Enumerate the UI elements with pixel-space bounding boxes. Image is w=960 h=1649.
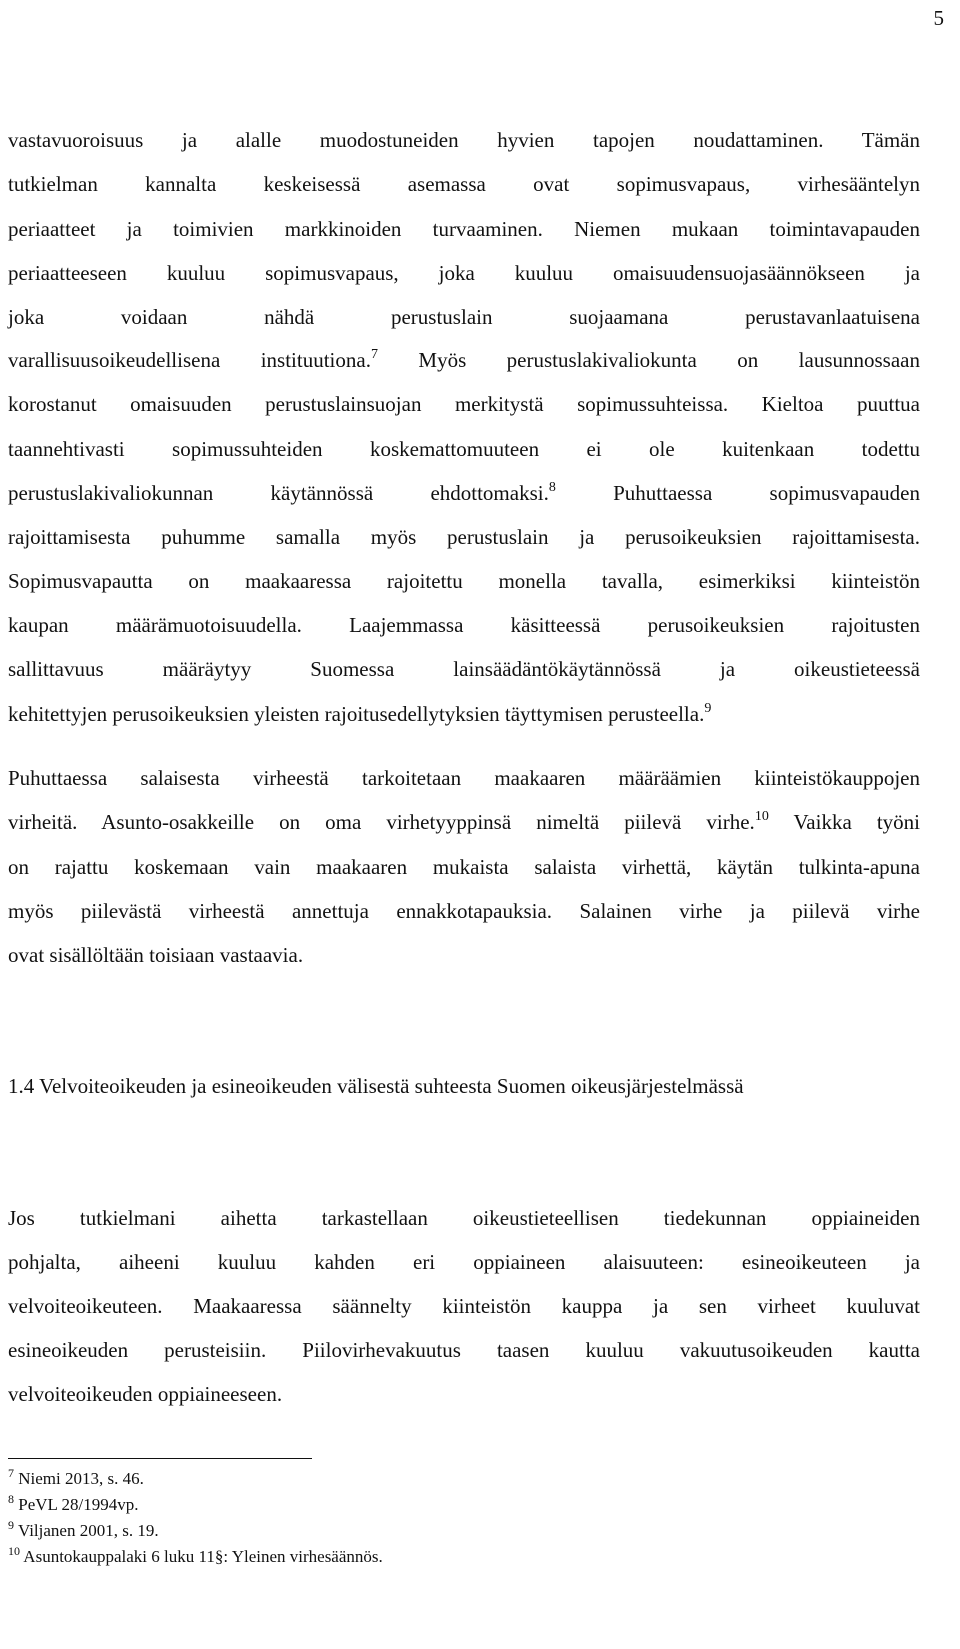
body-line: on rajattu koskemaan vain maakaaren mukaista salaista virhettä, käytän tulkinta-apuna	[8, 855, 920, 879]
body-line: Jos tutkielmani aihetta tarkastellaan oikeustieteellisen tiedekunnan oppiaineiden	[8, 1206, 920, 1230]
body-text: kehitettyjen perusoikeuksien yleisten rajoitusedellytyksien täyttymisen perusteella.	[8, 702, 705, 726]
body-line	[8, 478, 920, 508]
body-line: pohjalta, aiheeni kuuluu kahden eri oppiaineen alaisuuteen: esineoikeuteen ja	[8, 1250, 920, 1274]
footnote-number: 8	[8, 1492, 14, 1506]
footnote-ref: 8	[548, 480, 556, 495]
footnote-text: Viljanen 2001, s. 19.	[14, 1521, 159, 1540]
body-text: Vaikka työni	[768, 810, 920, 834]
footnote-number: 9	[8, 1518, 14, 1532]
body-line: esineoikeuden perusteisiin. Piilovirhevakuutus taasen kuuluu vakuutusoikeuden kautta	[8, 1338, 920, 1362]
body-line	[8, 345, 920, 375]
body-line: sallittavuus määräytyy Suomessa lainsäädäntökäytännössä ja oikeustieteessä	[8, 657, 920, 681]
footnote-text: Niemi 2013, s. 46.	[14, 1469, 144, 1488]
body-line: tutkielman kannalta keskeisessä asemassa ovat sopimusvapaus, virhesääntelyn	[8, 172, 920, 196]
body-line: velvoiteoikeuteen. Maakaaressa säännelty kiinteistön kauppa ja sen virheet kuuluvat	[8, 1294, 920, 1318]
body-line: periaatteet ja toimivien markkinoiden turvaaminen. Niemen mukaan toimintavapauden	[8, 217, 920, 241]
body-line: rajoittamisesta puhumme samalla myös perustuslain ja perusoikeuksien rajoittamisesta.	[8, 525, 920, 549]
body-text: Myös perustuslakivaliokunta on lausunnossaan	[377, 348, 920, 372]
body-line: joka voidaan nähdä perustuslain suojaamana perustavanlaatuisena	[8, 305, 920, 329]
footnote-ref: 10	[754, 809, 769, 824]
body-line: periaatteeseen kuuluu sopimusvapaus, joka kuuluu omaisuudensuojasäännökseen ja	[8, 261, 920, 285]
footnote-divider	[8, 1458, 312, 1459]
body-text: Puhuttaessa sopimusvapauden	[555, 481, 920, 505]
footnote-text: PeVL 28/1994vp.	[14, 1495, 139, 1514]
body-line: vastavuoroisuus ja alalle muodostuneiden hyvien tapojen noudattaminen. Tämän	[8, 128, 920, 152]
footnote-ref: 9	[704, 701, 712, 716]
footnote-text: Asuntokauppalaki 6 luku 11§: Yleinen virhesäännös.	[20, 1547, 383, 1566]
body-line: Sopimusvapautta on maakaaressa rajoitettu monella tavalla, esimerkiksi kiinteistön	[8, 569, 920, 593]
body-line: velvoiteoikeuden oppiaineeseen.	[8, 1382, 283, 1406]
body-line: Puhuttaessa salaisesta virheestä tarkoitetaan maakaaren määräämien kiinteistökauppojen	[8, 766, 920, 790]
body-line: ovat sisällöltään toisiaan vastaavia.	[8, 943, 304, 967]
footnote	[8, 1494, 139, 1516]
body-text: virheitä. Asunto-osakkeille on oma virhetyyppinsä nimeltä piilevä virhe.	[8, 810, 755, 834]
footnote-number: 7	[8, 1466, 14, 1480]
body-line: kaupan määrämuotoisuudella. Laajemmassa käsitteessä perusoikeuksien rajoitusten	[8, 613, 920, 637]
footnote	[8, 1520, 159, 1542]
body-text: perustuslakivaliokunnan käytännössä ehdottomaksi.	[8, 481, 549, 505]
body-line: myös piilevästä virheestä annettuja ennakkotapauksia. Salainen virhe ja piilevä virhe	[8, 899, 920, 923]
body-line	[8, 807, 920, 837]
footnote-ref: 7	[370, 347, 378, 362]
footnote	[8, 1546, 383, 1568]
section-heading: 1.4 Velvoiteoikeuden ja esineoikeuden välisestä suhteesta Suomen oikeusjärjestelmässä	[8, 1074, 744, 1098]
page-number: 5	[933, 6, 944, 30]
body-line	[8, 699, 920, 729]
body-line: korostanut omaisuuden perustuslainsuojan merkitystä sopimussuhteissa. Kieltoa puuttua	[8, 392, 920, 416]
footnote	[8, 1468, 144, 1490]
body-text: varallisuusoikeudellisena instituutiona.	[8, 348, 371, 372]
footnote-number: 10	[8, 1544, 20, 1558]
body-line: taannehtivasti sopimussuhteiden koskemattomuuteen ei ole kuitenkaan todettu	[8, 437, 920, 461]
